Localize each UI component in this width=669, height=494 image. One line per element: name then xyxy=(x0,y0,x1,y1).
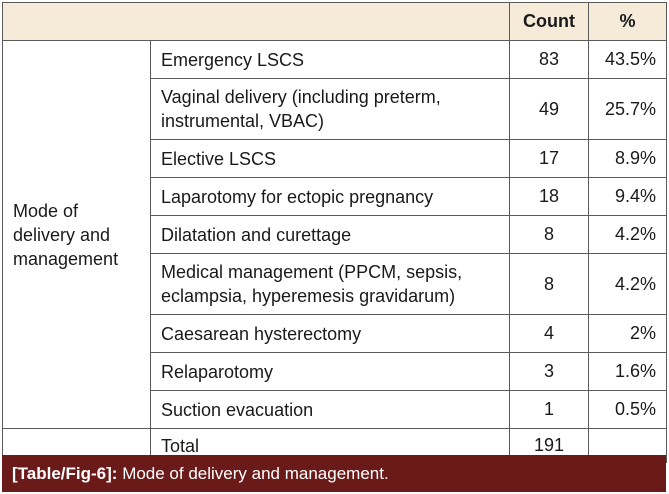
row-label: Caesarean hysterectomy xyxy=(151,315,510,353)
caption-text: Mode of delivery and management. xyxy=(122,464,389,483)
row-count: 49 xyxy=(510,79,589,140)
row-label: Relaparotomy xyxy=(151,353,510,391)
row-label: Dilatation and curettage xyxy=(151,216,510,254)
row-count: 17 xyxy=(510,140,589,178)
caption-tag: [Table/Fig-6]: xyxy=(12,464,118,483)
row-label: Medical management (PPCM, sepsis, eclampsia, hyperemesis gravidarum) xyxy=(151,254,510,315)
row-count: 1 xyxy=(510,391,589,429)
row-count: 8 xyxy=(510,254,589,315)
header-count: Count xyxy=(510,3,589,41)
row-label: Laparotomy for ectopic pregnancy xyxy=(151,178,510,216)
row-percent: 43.5% xyxy=(589,41,667,79)
table-header-row xyxy=(3,3,667,41)
row-label: Vaginal delivery (including preterm, instrumental, VBAC) xyxy=(151,79,510,140)
row-percent: 2% xyxy=(589,315,667,353)
row-label: Emergency LSCS xyxy=(151,41,510,79)
row-percent: 1.6% xyxy=(589,353,667,391)
row-count: 8 xyxy=(510,216,589,254)
header-percent: % xyxy=(589,3,667,41)
row-percent: 25.7% xyxy=(589,79,667,140)
header-blank-cell xyxy=(3,3,510,41)
table-caption xyxy=(2,455,666,492)
row-count: 18 xyxy=(510,178,589,216)
row-percent: 4.2% xyxy=(589,216,667,254)
total-label: Total xyxy=(151,429,510,463)
row-label: Elective LSCS xyxy=(151,140,510,178)
delivery-table xyxy=(2,2,667,463)
total-count: 191 xyxy=(510,429,589,463)
row-percent: 0.5% xyxy=(589,391,667,429)
row-count: 3 xyxy=(510,353,589,391)
row-label: Suction evacuation xyxy=(151,391,510,429)
row-percent: 8.9% xyxy=(589,140,667,178)
table-row xyxy=(3,41,667,79)
row-percent: 4.2% xyxy=(589,254,667,315)
group-label: Mode of delivery and management xyxy=(3,41,151,429)
row-count: 83 xyxy=(510,41,589,79)
row-count: 4 xyxy=(510,315,589,353)
row-percent: 9.4% xyxy=(589,178,667,216)
